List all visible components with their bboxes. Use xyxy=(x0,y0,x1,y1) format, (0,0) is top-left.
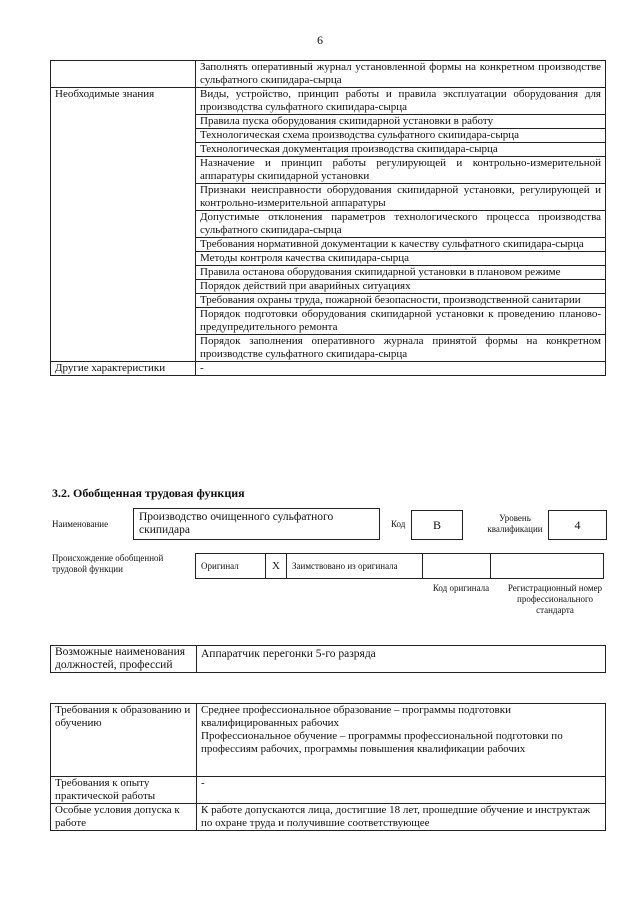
knowledge-item: Порядок подготовки оборудования скипидарной установки к проведению планово-предупредительного ремонта xyxy=(196,308,606,335)
knowledge-item: Правила пуска оборудования скипидарной установки в работу xyxy=(196,115,606,129)
qualification-level-label: Уровень квалификации xyxy=(487,513,543,534)
origin-row xyxy=(195,553,604,579)
other-characteristics-value: - xyxy=(196,362,606,376)
code-value: B xyxy=(411,510,463,540)
table-row xyxy=(51,646,606,673)
positions-label: Возможные наименования должностей, профессий xyxy=(51,646,197,673)
code-label: Код xyxy=(391,519,406,529)
function-name-value: Производство очищенного сульфатного скипидара xyxy=(133,508,380,540)
table-row xyxy=(51,88,606,115)
knowledge-item: Порядок заполнения оперативного журнала принятой формы на конкретном производстве сульфатного скипидара-сырца xyxy=(196,335,606,362)
special-conditions-value: К работе допускаются лица, достигшие 18 лет, прошедшие обучение и инструктаж по охране труда и получившие соответствующее xyxy=(197,804,606,831)
page-number: 6 xyxy=(317,33,323,47)
table-row xyxy=(51,804,606,831)
special-conditions-label: Особые условия допуска к работе xyxy=(51,804,197,831)
knowledge-item: Признаки неисправности оборудования скипидарной установки, регулирующей и контрольно-измерительной аппаратуры xyxy=(196,184,606,211)
other-characteristics-label: Другие характеристики xyxy=(51,362,196,376)
requirements-table xyxy=(50,703,606,831)
qualification-level-value: 4 xyxy=(548,510,607,540)
knowledge-item: Порядок действий при аварийных ситуациях xyxy=(196,280,606,294)
knowledge-item: Виды, устройство, принцип работы и правила эксплуатации оборудования для производства сульфатного скипидара-сырца xyxy=(196,88,606,115)
name-label: Наименование xyxy=(52,519,109,529)
education-value xyxy=(197,704,606,777)
origin-code-cell xyxy=(422,553,491,579)
skill-cell: Заполнять оперативный журнал установленной формы на конкретном производстве сульфатного скипидара-сырца xyxy=(196,61,606,88)
knowledge-item: Технологическая документация производства скипидара-сырца xyxy=(196,143,606,157)
knowledge-item: Правила останова оборудования скипидарной установки в плановом режиме xyxy=(196,266,606,280)
reg-number-cell xyxy=(490,553,604,579)
knowledge-item: Методы контроля качества скипидара-сырца xyxy=(196,252,606,266)
original-mark: X xyxy=(265,553,287,579)
table-row xyxy=(51,362,606,376)
registration-number-caption: Регистрационный номер профессионального стандарта xyxy=(507,583,603,615)
education-value-line: Профессиональное обучение – программы профессиональной подготовки по профессиям рабочих, программы повышения квалификации рабочих xyxy=(201,730,563,755)
positions-value: Аппаратчик перегонки 5-го разряда xyxy=(197,646,606,673)
section-title: 3.2. Обобщенная трудовая функция xyxy=(52,486,245,500)
positions-table xyxy=(50,645,606,673)
knowledge-item: Допустимые отклонения параметров технологического процесса производства сульфатного скипидара-сырца xyxy=(196,211,606,238)
original-label: Оригинал xyxy=(195,553,266,579)
knowledge-label: Необходимые знания xyxy=(51,88,196,362)
origin-label: Происхождение обобщенной трудовой функции xyxy=(52,553,164,574)
education-label: Требования к образованию и обучению xyxy=(51,704,197,777)
experience-value: - xyxy=(197,777,606,804)
education-value-line: Среднее профессиональное образование – программы подготовки квалифицированных рабочих xyxy=(201,704,511,729)
borrowed-label: Заимствовано из оригинала xyxy=(286,553,423,579)
table-row xyxy=(51,704,606,777)
knowledge-table xyxy=(50,60,606,376)
knowledge-item: Требования охраны труда, пожарной безопасности, производственной санитарии xyxy=(196,294,606,308)
knowledge-item: Технологическая схема производства сульфатного скипидара-сырца xyxy=(196,129,606,143)
knowledge-item: Назначение и принцип работы регулирующей и контрольно-измерительной аппаратуры скипидарной установки xyxy=(196,157,606,184)
empty-label-cell xyxy=(51,61,196,88)
table-row xyxy=(51,61,606,88)
experience-label: Требования к опыту практической работы xyxy=(51,777,197,804)
origin-code-caption: Код оригинала xyxy=(432,583,490,593)
table-row xyxy=(51,777,606,804)
knowledge-item: Требования нормативной документации к качеству сульфатного скипидара-сырца xyxy=(196,238,606,252)
